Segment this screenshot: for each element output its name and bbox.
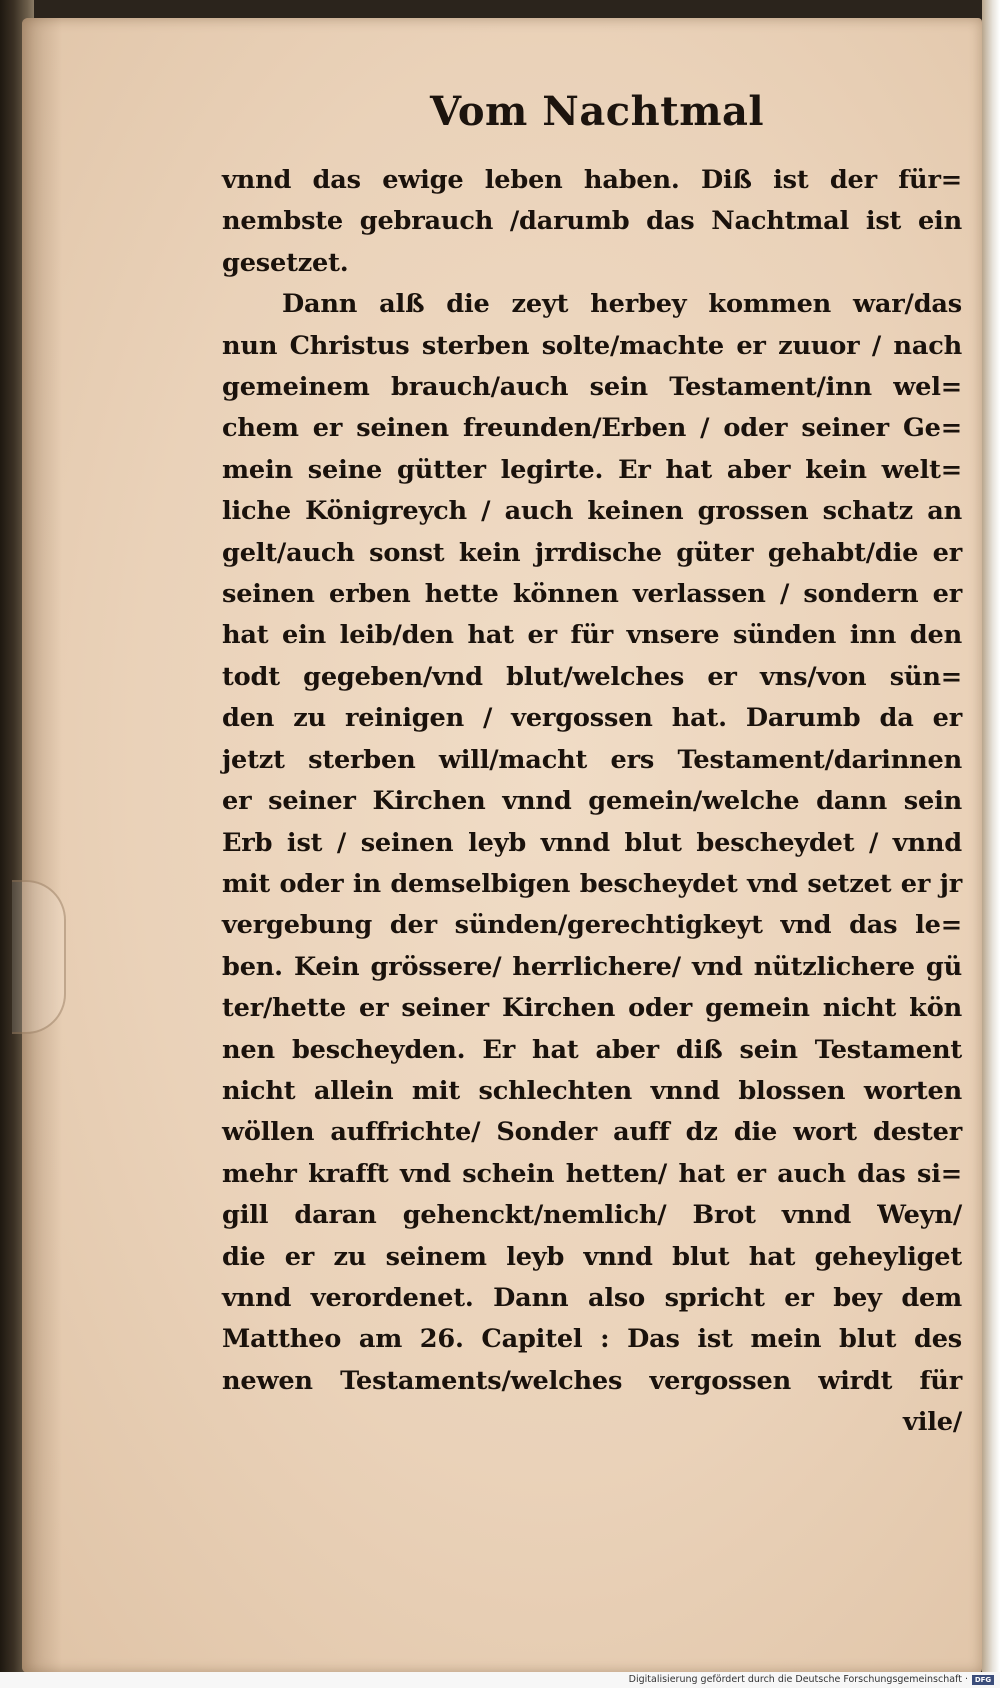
dfg-logo: DFG [972, 1675, 994, 1685]
page-right-edge [982, 0, 1000, 1688]
text-line: den zu reinigen / vergossen hat. Darumb da er [222, 703, 962, 734]
text-line: chem er seinen freunden/Erben / oder seiner Ge= [222, 413, 962, 444]
running-head: Vom Nachtmal [430, 88, 765, 135]
body-text [222, 160, 962, 1444]
text-line: mit oder in demselbigen bescheydet vnd setzet er jr [222, 868, 962, 899]
text-line: Dann alß die zeyt herbey kommen war/das [282, 289, 962, 320]
text-line: hat ein leib/den hat er für vnsere sünden inn den [222, 620, 962, 651]
funding-credit: Digitalisierung gefördert durch die Deutsche Forschungsgemeinschaft · [628, 1674, 968, 1685]
catchword: vile/ [903, 1407, 962, 1438]
text-line: gemeinem brauch/auch sein Testament/inn wel= [222, 372, 962, 403]
text-line: seinen erben hette können verlassen / sondern er [222, 579, 962, 610]
text-line: gesetzet. [222, 247, 349, 278]
text-line: nembste gebrauch /darumb das Nachtmal ist ein [222, 206, 962, 237]
text-line: liche Königreych / auch keinen grossen schatz an [222, 496, 962, 527]
page-tab-mark [12, 880, 66, 1034]
text-line: nicht allein mit schlechten vnnd blossen worten [222, 1075, 962, 1106]
text-line: vnnd verordenet. Dann also spricht er bey dem [222, 1282, 962, 1313]
text-line: mehr krafft vnd schein hetten/ hat er auch das si= [222, 1158, 962, 1189]
text-line: die er zu seinem leyb vnnd blut hat geheyliget [222, 1241, 962, 1272]
text-line: gill daran gehenckt/nemlich/ Brot vnnd Weyn/ [222, 1200, 962, 1231]
text-line: nun Christus sterben solte/machte er zuuor / nach [222, 330, 962, 361]
text-line: gelt/auch sonst kein jrrdische güter gehabt/die er [222, 537, 962, 568]
text-line: wöllen auffrichte/ Sonder auff dz die wort dester [222, 1117, 962, 1148]
text-line: Mattheo am 26. Capitel : Das ist mein blut des [222, 1324, 962, 1355]
text-line: vergebung der sünden/gerechtigkeyt vnd das le= [222, 910, 962, 941]
text-line: Erb ist / seinen leyb vnnd blut bescheydet / vnnd [222, 827, 962, 858]
gutter-shadow [22, 18, 62, 1673]
text-line: todt gegeben/vnd blut/welches er vns/von sün= [222, 661, 962, 692]
text-line: ben. Kein grössere/ herrlichere/ vnd nützlichere gü [222, 951, 962, 982]
text-line: jetzt sterben will/macht ers Testament/darinnen [222, 744, 962, 775]
text-line: nen bescheyden. Er hat aber diß sein Testament [222, 1034, 962, 1065]
digitization-footer [0, 1672, 1000, 1688]
text-line: newen Testaments/welches vergossen wirdt für [222, 1365, 962, 1396]
text-line: ter/hette er seiner Kirchen oder gemein nicht kön [222, 993, 962, 1024]
text-line: vnnd das ewige leben haben. Diß ist der für= [222, 165, 962, 195]
text-line: er seiner Kirchen vnnd gemein/welche dann sein [222, 786, 962, 817]
text-line: mein seine gütter legirte. Er hat aber kein welt= [222, 454, 962, 485]
